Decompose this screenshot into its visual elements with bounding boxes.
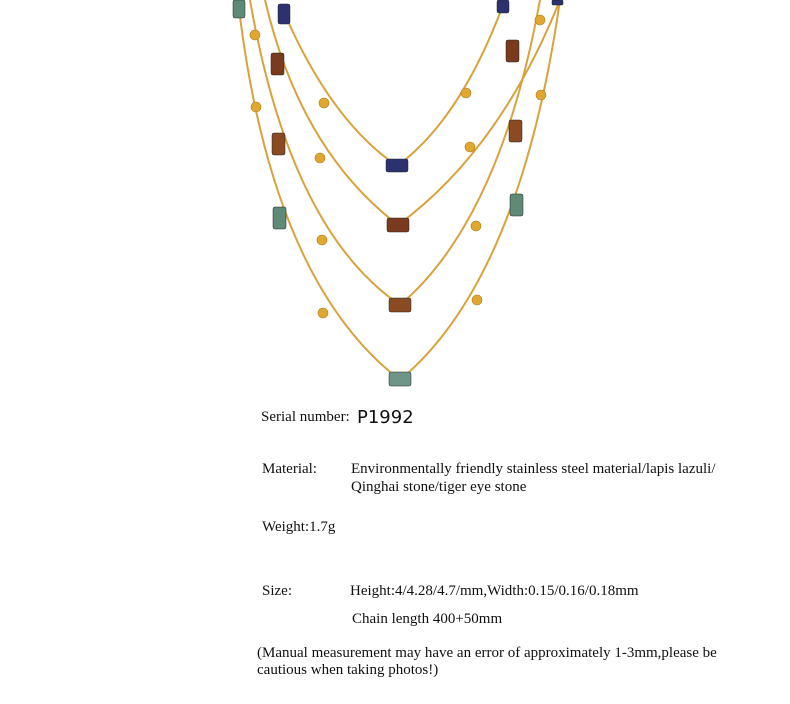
material-value-line2: Qinghai stone/tiger eye stone (351, 479, 527, 495)
material-label: Material: (262, 461, 317, 477)
size-label: Size: (262, 583, 292, 599)
chain-3 (250, 0, 540, 305)
chain-length: Chain length 400+50mm (352, 611, 503, 627)
weight: Weight:1.7g (262, 519, 336, 535)
note-line2: cautious when taking photos!) (257, 662, 439, 678)
serial-label: Serial number: (261, 409, 350, 425)
material-value-line1: Environmentally friendly stainless steel material/lapis lazuli/ (351, 461, 716, 477)
serial-value: P1992 (357, 407, 414, 428)
size-value: Height:4/4.28/4.7/mm,Width:0.15/0.16/0.18mm (350, 583, 639, 599)
note-line1: (Manual measurement may have an error of approximately 1-3mm,please be (257, 645, 717, 661)
stones (233, 0, 563, 386)
